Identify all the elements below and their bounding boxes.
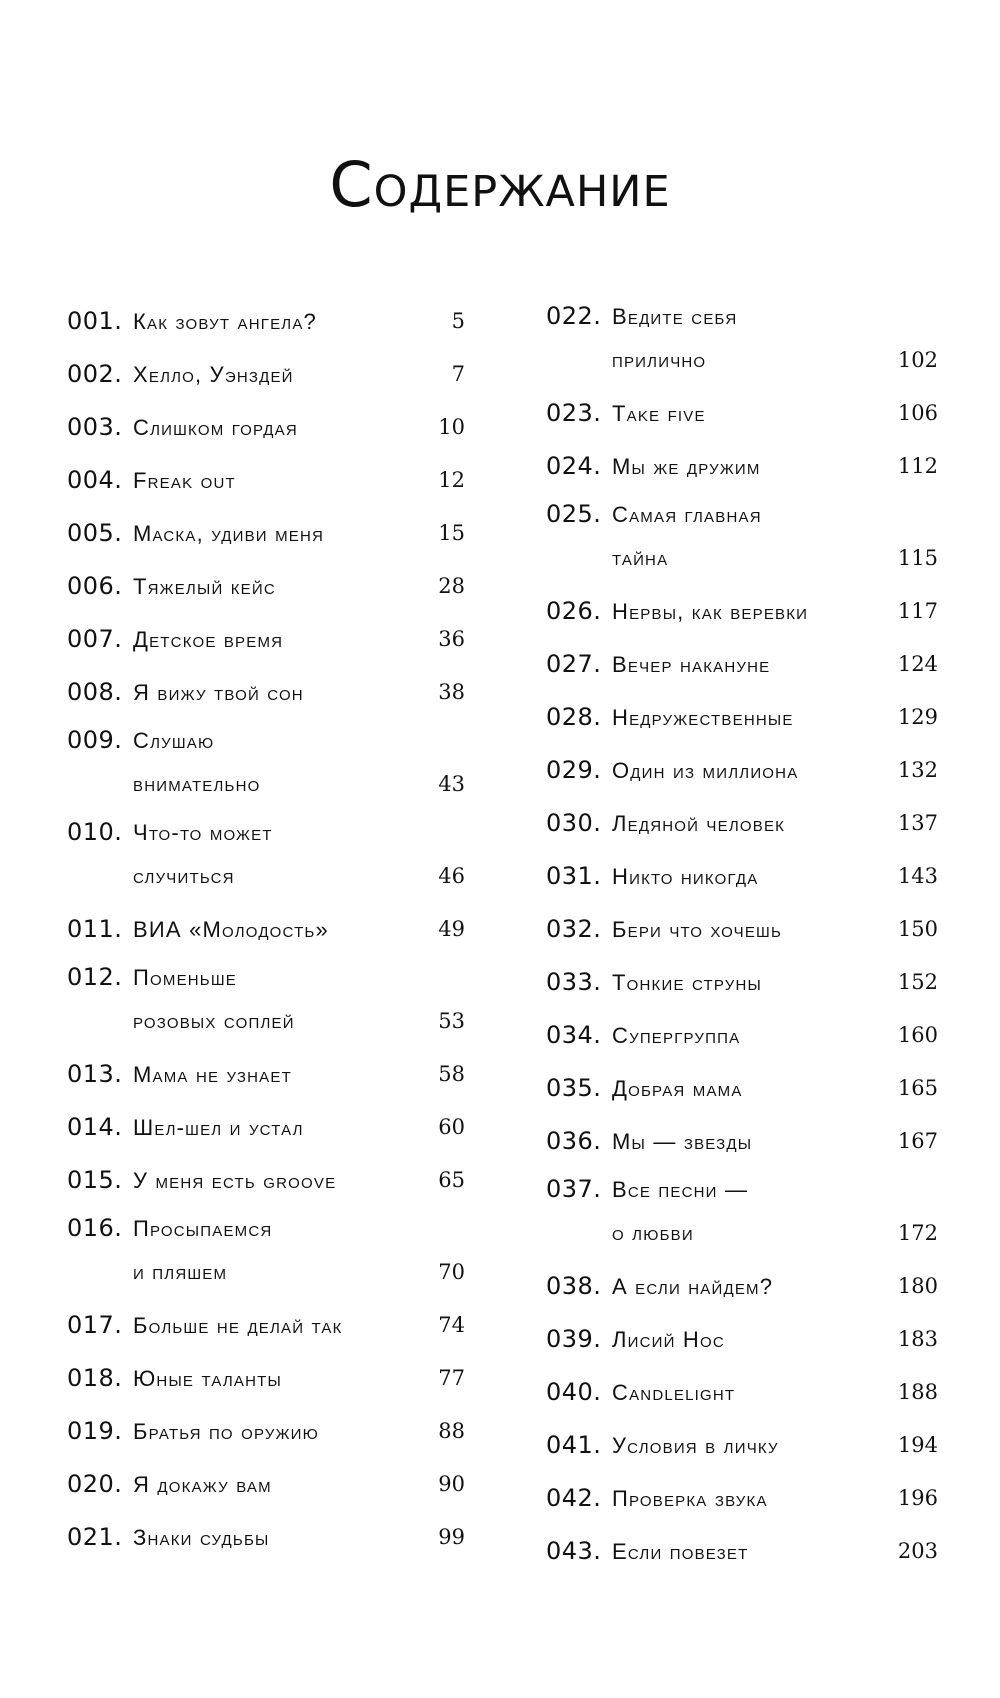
- chapter-number: 042.: [546, 1484, 602, 1512]
- chapter-title: Я вижу твой сон: [133, 680, 304, 705]
- toc-entry[interactable]: [546, 903, 938, 956]
- toc-entry[interactable]: [67, 1207, 465, 1299]
- page-number: 28: [438, 574, 465, 598]
- chapter-number: 031.: [546, 862, 602, 890]
- toc-entry[interactable]: [67, 811, 465, 903]
- toc-entry[interactable]: [67, 560, 465, 613]
- toc-entry[interactable]: [546, 387, 938, 440]
- chapter-number: 001.: [67, 307, 123, 335]
- page-number: 165: [897, 1076, 938, 1100]
- toc-entry[interactable]: [67, 507, 465, 560]
- chapter-title: Ледяной человек: [612, 811, 786, 836]
- page-number: 65: [438, 1168, 465, 1192]
- page-number: 77: [438, 1366, 465, 1390]
- chapter-title: Недружественные: [612, 705, 794, 730]
- page-number: 115: [897, 546, 938, 570]
- chapter-number: 036.: [546, 1127, 602, 1155]
- chapter-number: 035.: [546, 1074, 602, 1102]
- chapter-title-continued: внимательно: [133, 771, 261, 796]
- chapter-title: Все песни —: [612, 1177, 749, 1202]
- chapter-number: 025.: [546, 500, 602, 528]
- toc-entry[interactable]: [546, 295, 938, 387]
- chapter-number: 023.: [546, 399, 602, 427]
- chapter-title: Как зовут ангела?: [133, 309, 317, 334]
- chapter-title: Тонкие струны: [612, 970, 762, 995]
- toc-entry[interactable]: [546, 1366, 938, 1419]
- chapter-title: Мама не узнает: [133, 1062, 292, 1087]
- chapter-title-continued: прилично: [612, 347, 707, 372]
- page-number: 132: [897, 758, 938, 782]
- toc-entry[interactable]: [546, 1260, 938, 1313]
- page-number: 143: [897, 864, 938, 888]
- toc-entry[interactable]: [67, 401, 465, 454]
- toc-entry[interactable]: [546, 493, 938, 585]
- chapter-number: 002.: [67, 360, 123, 388]
- chapter-number: 034.: [546, 1021, 602, 1049]
- page-number: 49: [438, 917, 465, 941]
- toc-entry[interactable]: [546, 1009, 938, 1062]
- page-number: 60: [438, 1115, 465, 1139]
- toc-entry[interactable]: [67, 1352, 465, 1405]
- page-number: 180: [897, 1274, 938, 1298]
- chapter-title: Лисий Нос: [612, 1327, 725, 1352]
- chapter-number: 039.: [546, 1325, 602, 1353]
- chapter-title: Бери что хочешь: [612, 917, 783, 942]
- page-number: 150: [897, 917, 938, 941]
- toc-entry[interactable]: [546, 440, 938, 493]
- page-number: 203: [897, 1539, 938, 1563]
- chapter-title: ВИА «Молодость»: [133, 917, 329, 942]
- chapter-number: 028.: [546, 703, 602, 731]
- chapter-title-continued: розовых соплей: [133, 1008, 295, 1033]
- chapter-title: Детское время: [133, 627, 284, 652]
- chapter-title: Больше не делай так: [133, 1313, 343, 1338]
- chapter-title: Нервы, как веревки: [612, 599, 809, 624]
- page-number: 10: [438, 415, 465, 439]
- toc-right-column: [546, 295, 938, 1578]
- chapter-number: 008.: [67, 678, 123, 706]
- chapter-title: Если повезет: [612, 1539, 749, 1564]
- chapter-number: 029.: [546, 756, 602, 784]
- chapter-title: Условия в личку: [612, 1433, 779, 1458]
- toc-entry[interactable]: [67, 1101, 465, 1154]
- chapter-title: Маска, удиви меня: [133, 521, 325, 546]
- chapter-number: 020.: [67, 1470, 123, 1498]
- chapter-title: Поменьше: [133, 965, 238, 990]
- chapter-title: Юные таланты: [133, 1366, 282, 1391]
- toc-entry[interactable]: [67, 1458, 465, 1511]
- toc-entry[interactable]: [546, 850, 938, 903]
- page-number: 102: [897, 348, 938, 372]
- toc-entry[interactable]: [546, 585, 938, 638]
- chapter-title: Мы — звезды: [612, 1129, 753, 1154]
- chapter-title: Один из миллиона: [612, 758, 799, 783]
- page-number: 160: [897, 1023, 938, 1047]
- chapter-title: Никто никогда: [612, 864, 759, 889]
- page-number: 167: [897, 1129, 938, 1153]
- toc-entry[interactable]: [67, 454, 465, 507]
- chapter-title: Мы же дружим: [612, 454, 761, 479]
- chapter-title: А если найдем?: [612, 1274, 774, 1299]
- chapter-number: 009.: [67, 726, 123, 754]
- toc-entry[interactable]: [67, 1405, 465, 1458]
- toc-entry[interactable]: [67, 719, 465, 811]
- page-number: 112: [897, 454, 938, 478]
- chapter-title: Freak out: [133, 468, 236, 493]
- page-number: 188: [897, 1380, 938, 1404]
- page-number: 12: [438, 468, 465, 492]
- page-number: 5: [451, 309, 465, 333]
- chapter-title: Я докажу вам: [133, 1472, 272, 1497]
- chapter-number: 006.: [67, 572, 123, 600]
- page-number: 58: [438, 1062, 465, 1086]
- chapter-number: 018.: [67, 1364, 123, 1392]
- chapter-number: 030.: [546, 809, 602, 837]
- toc-entry[interactable]: [67, 666, 465, 719]
- chapter-title-continued: тайна: [612, 545, 669, 570]
- chapter-title: Хелло, Уэнздей: [133, 362, 294, 387]
- chapter-title: Проверка звука: [612, 1486, 768, 1511]
- chapter-number: 012.: [67, 963, 123, 991]
- chapter-number: 043.: [546, 1537, 602, 1565]
- chapter-number: 026.: [546, 597, 602, 625]
- chapter-title: Слушаю: [133, 728, 215, 753]
- page-number: 43: [438, 772, 465, 796]
- chapter-title: Просыпаемся: [133, 1216, 273, 1241]
- page-number: 88: [438, 1419, 465, 1443]
- page-number: 117: [897, 599, 938, 623]
- page-number: 183: [897, 1327, 938, 1351]
- chapter-number: 040.: [546, 1378, 602, 1406]
- toc-entry[interactable]: [546, 1115, 938, 1168]
- page-number: 15: [438, 521, 465, 545]
- chapter-number: 003.: [67, 413, 123, 441]
- toc-left-column: [67, 295, 465, 1564]
- chapter-number: 038.: [546, 1272, 602, 1300]
- page-number: 152: [897, 970, 938, 994]
- chapter-number: 015.: [67, 1166, 123, 1194]
- chapter-title: Ведите себя: [612, 304, 738, 329]
- chapter-title: Самая главная: [612, 502, 762, 527]
- toc-entry[interactable]: [67, 1511, 465, 1564]
- chapter-number: 027.: [546, 650, 602, 678]
- chapter-title: Супергруппа: [612, 1023, 741, 1048]
- chapter-title: Шел-шел и устал: [133, 1115, 304, 1140]
- page-number: 46: [438, 864, 465, 888]
- chapter-title: Братья по оружию: [133, 1419, 319, 1444]
- toc-entry[interactable]: [67, 1299, 465, 1352]
- page-number: 90: [438, 1472, 465, 1496]
- page-number: 53: [438, 1009, 465, 1033]
- page-number: 74: [438, 1313, 465, 1337]
- page-number: 172: [897, 1221, 938, 1245]
- chapter-number: 041.: [546, 1431, 602, 1459]
- chapter-title: Слишком гордая: [133, 415, 298, 440]
- chapter-title: Take five: [612, 401, 706, 426]
- page-number: 196: [897, 1486, 938, 1510]
- chapter-number: 032.: [546, 915, 602, 943]
- chapter-title-continued: о любви: [612, 1220, 694, 1245]
- chapter-number: 024.: [546, 452, 602, 480]
- toc-entry[interactable]: [546, 797, 938, 850]
- chapter-title-continued: случиться: [133, 863, 235, 888]
- chapter-number: 033.: [546, 968, 602, 996]
- page-number: 129: [897, 705, 938, 729]
- toc-entry[interactable]: [67, 903, 465, 956]
- page-number: 38: [438, 680, 465, 704]
- chapter-number: 016.: [67, 1214, 123, 1242]
- chapter-number: 013.: [67, 1060, 123, 1088]
- chapter-number: 007.: [67, 625, 123, 653]
- chapter-number: 022.: [546, 302, 602, 330]
- chapter-number: 005.: [67, 519, 123, 547]
- chapter-title-continued: и пляшем: [133, 1259, 228, 1284]
- chapter-title: Добрая мама: [612, 1076, 743, 1101]
- chapter-number: 014.: [67, 1113, 123, 1141]
- page-number: 99: [438, 1525, 465, 1549]
- page-number: 124: [897, 652, 938, 676]
- toc-entry[interactable]: [546, 744, 938, 797]
- toc-entry[interactable]: [67, 348, 465, 401]
- toc-entry[interactable]: [546, 1313, 938, 1366]
- chapter-title: Вечер накануне: [612, 652, 771, 677]
- chapter-title: Тяжелый кейс: [133, 574, 276, 599]
- page-number: 7: [451, 362, 465, 386]
- page-number: 36: [438, 627, 465, 651]
- page-number: 194: [897, 1433, 938, 1457]
- toc-entry[interactable]: [546, 1062, 938, 1115]
- page-title: Содержание: [329, 148, 671, 221]
- page-number: 70: [438, 1260, 465, 1284]
- toc-entry[interactable]: [67, 1154, 465, 1207]
- chapter-number: 019.: [67, 1417, 123, 1445]
- toc-entry[interactable]: [546, 956, 938, 1009]
- toc-entry[interactable]: [546, 1419, 938, 1472]
- toc-entry[interactable]: [67, 1048, 465, 1101]
- toc-entry[interactable]: [546, 1472, 938, 1525]
- toc-entry[interactable]: [67, 295, 465, 348]
- chapter-number: 010.: [67, 818, 123, 846]
- toc-entry[interactable]: [67, 956, 465, 1048]
- toc-entry[interactable]: [546, 1525, 938, 1578]
- chapter-title: У меня есть groove: [133, 1168, 337, 1193]
- chapter-number: 004.: [67, 466, 123, 494]
- chapter-number: 017.: [67, 1311, 123, 1339]
- page-number: 137: [897, 811, 938, 835]
- page-number: 106: [897, 401, 938, 425]
- chapter-title: Что-то может: [133, 820, 273, 845]
- chapter-title: Знаки судьбы: [133, 1525, 270, 1550]
- chapter-number: 011.: [67, 915, 123, 943]
- toc-entry[interactable]: [546, 1168, 938, 1260]
- chapter-title: Candlelight: [612, 1380, 736, 1405]
- toc-entry[interactable]: [546, 691, 938, 744]
- chapter-number: 037.: [546, 1175, 602, 1203]
- toc-entry[interactable]: [67, 613, 465, 666]
- toc-entry[interactable]: [546, 638, 938, 691]
- chapter-number: 021.: [67, 1523, 123, 1551]
